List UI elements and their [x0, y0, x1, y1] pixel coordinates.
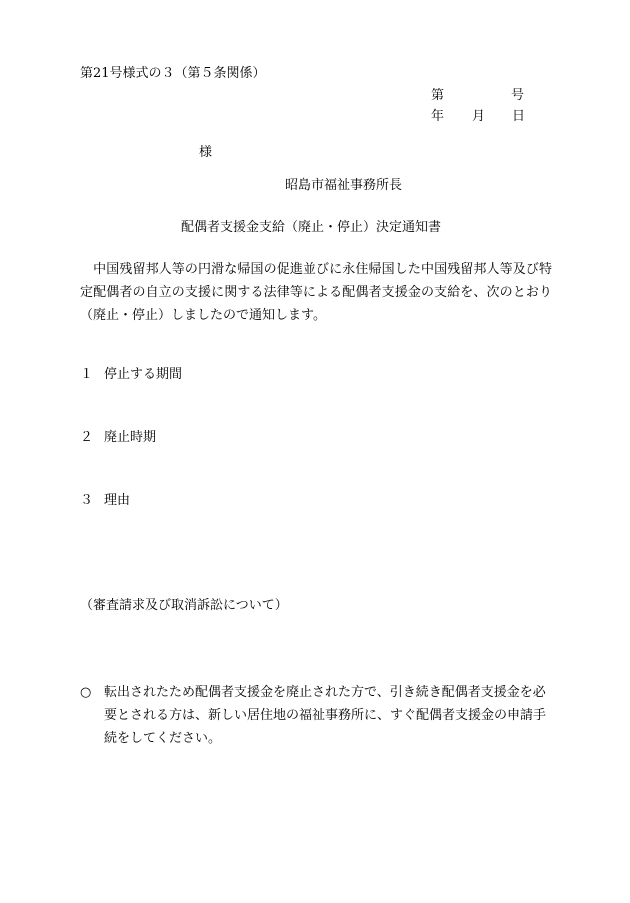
note-mark: ○ — [80, 685, 92, 700]
item-number: １ — [80, 367, 94, 382]
number-suffix: 号 — [511, 88, 525, 103]
note-text: 転出されたため配偶者支援金を廃止された方で、引き続き配偶者支援金を必要とされる方は、新しい居住地の福祉事務所に、すぐ配偶者支援金の申請手続をしてください。 — [104, 685, 547, 746]
body-paragraph: 中国残留邦人等の円滑な帰国の促進並びに永住帰国した中国残留邦人等及び特定配偶者の自立の支援に関する法律等による配偶者支援金の支給を、次のとおり（廃止・停止）しましたので通知します。 — [80, 262, 552, 323]
addressee-suffix: 様 — [199, 145, 213, 160]
number-prefix: 第 — [431, 88, 445, 103]
appeal-heading: （審査請求及び取消訴訟について） — [80, 598, 288, 613]
document-title: 配偶者支援金支給（廃止・停止）決定通知書 — [181, 220, 442, 235]
item-label: 廃止時期 — [104, 430, 157, 445]
item-number: ３ — [80, 493, 94, 508]
item-label: 停止する期間 — [104, 367, 183, 382]
form-number: 第21号様式の３（第５条関係） — [80, 66, 266, 81]
date-year: 年 — [431, 109, 445, 124]
item-label: 理由 — [104, 493, 131, 508]
date-day: 日 — [512, 109, 526, 124]
date-month: 月 — [472, 109, 486, 124]
issuer: 昭島市福祉事務所長 — [285, 178, 403, 193]
item-number: ２ — [80, 430, 94, 445]
